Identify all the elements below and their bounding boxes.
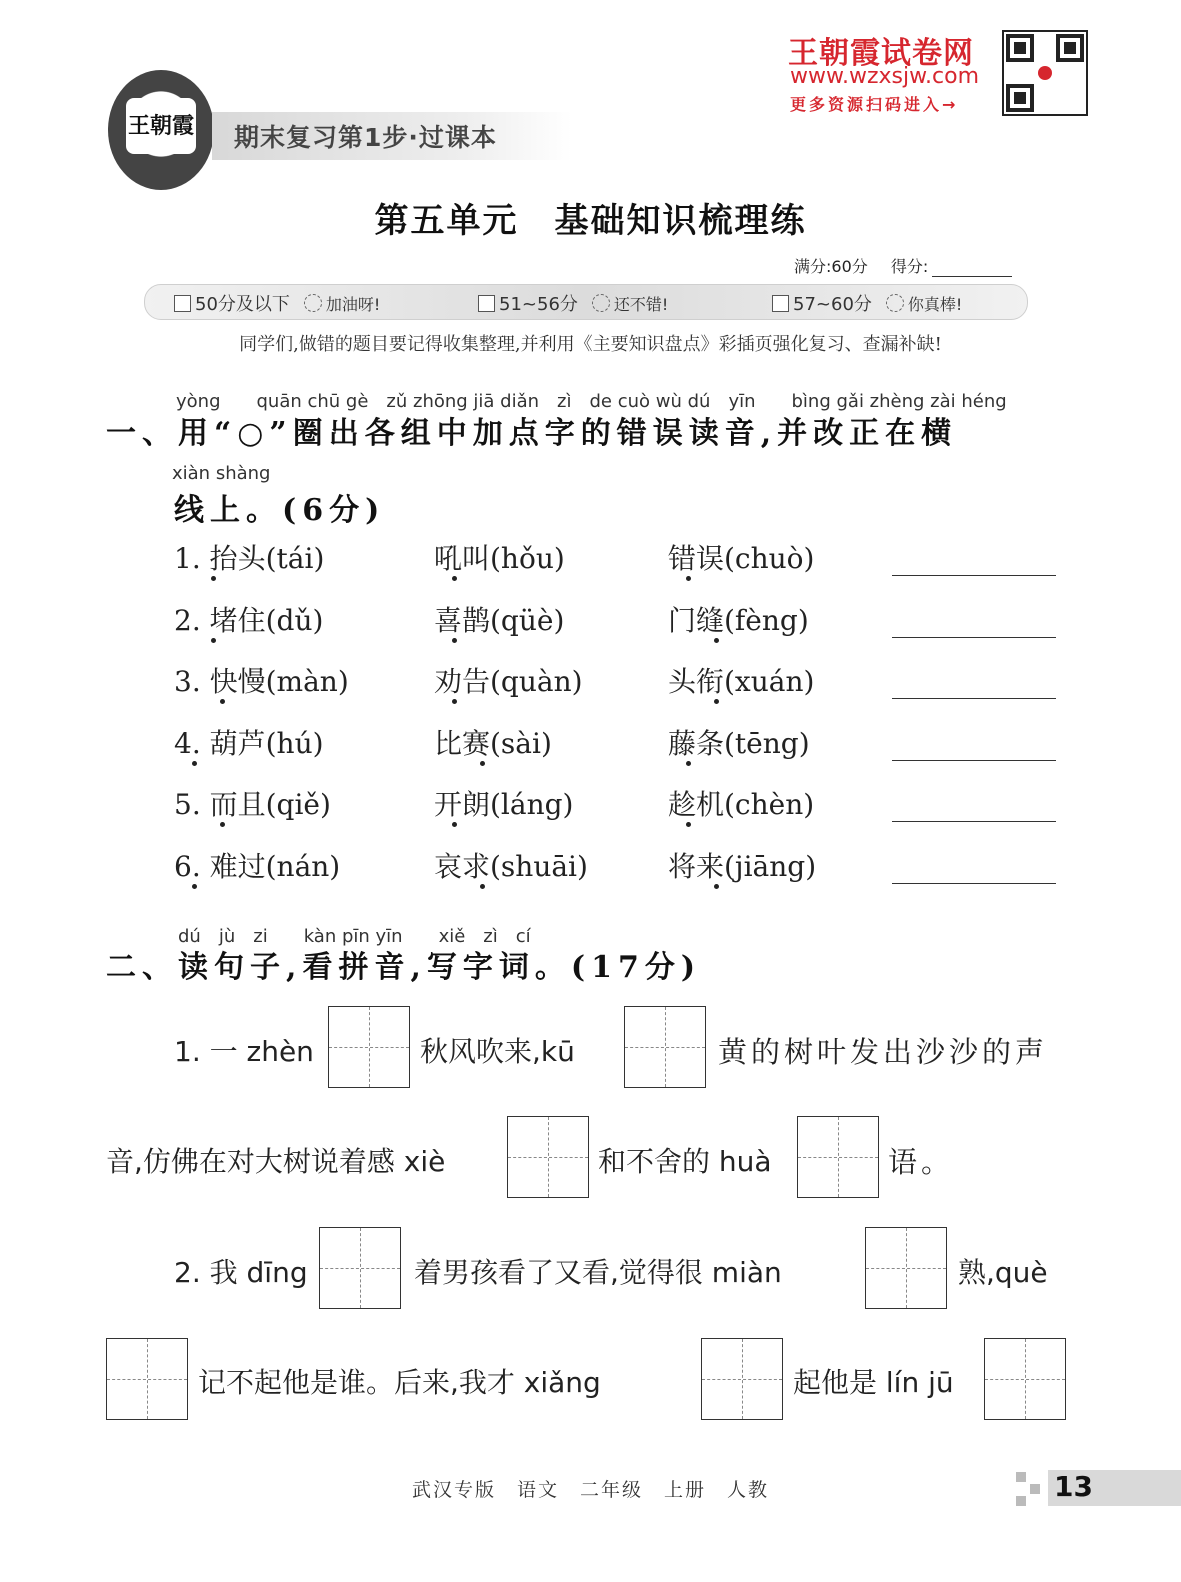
emphasis-dot [686, 576, 691, 581]
score-blank[interactable] [932, 276, 1012, 277]
s1-text-e: 和不舍的 huà [598, 1145, 772, 1178]
reading-item[interactable]: 劝告(quàn) [434, 665, 583, 698]
reading-item[interactable]: 比赛(sài) [434, 726, 552, 760]
checkbox-icon[interactable] [478, 295, 495, 312]
reading-item[interactable]: 3. 快慢(màn) [174, 665, 349, 698]
page-title: 第五单元 基础知识梳理练 [374, 201, 807, 241]
emphasis-dot [686, 822, 691, 827]
reading-item[interactable]: 喜鹊(qüè) [434, 603, 565, 637]
emphasis-dot [480, 884, 485, 889]
footer-text: 武汉专版 语文 二年级 上册 人教 [412, 1479, 770, 1501]
s1-text-b: 秋风吹来,kū [420, 1035, 575, 1068]
reading-item[interactable]: 2. 堵住(dǔ) [174, 603, 324, 637]
level-item-2[interactable]: 51~56分 还不错! [478, 290, 668, 316]
s1-pinyin-1: yòng quān chū gè zǔ zhōng jiā diǎn zì de cuò wù dú yīn bìng gǎi zhèng zài héng [176, 391, 1007, 412]
face-icon [304, 294, 322, 312]
s2-text-b: 着男孩看了又看,觉得很 miàn [414, 1256, 782, 1289]
s2-text-a: 2. 我 dīng [174, 1256, 308, 1289]
reading-item[interactable]: 1. 抬头(tái) [174, 542, 325, 575]
brand-logo [108, 70, 214, 190]
s1-text-a: 1. 一 zhèn [174, 1035, 314, 1068]
logo-text: 王朝霞 [126, 98, 196, 154]
emphasis-dot [192, 884, 197, 889]
reading-item[interactable]: 藤条(tēng) [668, 726, 810, 760]
writing-box[interactable] [701, 1338, 783, 1420]
s1-text-f: 语。 [888, 1145, 955, 1179]
score-label: 得分: [890, 257, 929, 276]
face-icon [592, 294, 610, 312]
emphasis-dot [220, 699, 225, 704]
page-number: 13 [1054, 1470, 1093, 1503]
checkbox-icon[interactable] [772, 295, 789, 312]
level-item-3[interactable]: 57~60分 你真棒! [772, 290, 962, 316]
s2-text-e: 起他是 lín jū [793, 1366, 954, 1399]
reading-item[interactable]: 吼叫(hǒu) [434, 542, 565, 575]
writing-box[interactable] [507, 1116, 589, 1198]
writing-box[interactable] [106, 1338, 188, 1420]
answer-line[interactable] [892, 637, 1056, 638]
s1-heading-1: 一、用“○”圈出各组中加点字的错误读音,并改正在横 [106, 416, 958, 451]
checkbox-icon[interactable] [174, 295, 191, 312]
brand-name: 王朝霞试卷网 [788, 36, 974, 71]
s1-pinyin-2: xiàn shàng [172, 463, 271, 484]
s2-text-c: 熟,què [958, 1256, 1048, 1289]
answer-line[interactable] [892, 760, 1056, 761]
brand-url[interactable]: www.wzxsjw.com [790, 64, 980, 89]
reading-item[interactable]: 开朗(láng) [434, 788, 574, 821]
writing-box[interactable] [865, 1227, 947, 1309]
writing-box[interactable] [319, 1227, 401, 1309]
emphasis-dot [220, 822, 225, 827]
face-icon [886, 294, 904, 312]
writing-box[interactable] [624, 1006, 706, 1088]
emphasis-dot [192, 761, 197, 766]
level-item-1[interactable]: 50分及以下 加油呀! [174, 290, 380, 316]
score-line [794, 254, 1012, 277]
ribbon-text: 期末复习第1步·过课本 [234, 123, 497, 152]
s2-text-d: 记不起他是谁。后来,我才 xiǎng [198, 1366, 601, 1399]
answer-line[interactable] [892, 698, 1056, 699]
emphasis-dot [452, 822, 457, 827]
qr-code-icon[interactable] [1002, 30, 1088, 116]
emphasis-dot [686, 761, 691, 766]
writing-box[interactable] [797, 1116, 879, 1198]
answer-line[interactable] [892, 575, 1056, 576]
emphasis-dot [714, 638, 719, 643]
reading-item[interactable]: 4. 葫芦(hú) [174, 726, 324, 760]
emphasis-dot [452, 699, 457, 704]
emphasis-dot [452, 576, 457, 581]
answer-line[interactable] [892, 883, 1056, 884]
writing-box[interactable] [328, 1006, 410, 1088]
reading-item[interactable]: 错误(chuò) [668, 542, 815, 575]
reading-item[interactable]: 趁机(chèn) [668, 788, 815, 821]
writing-box[interactable] [984, 1338, 1066, 1420]
reading-item[interactable]: 6. 难过(nán) [174, 849, 341, 883]
emphasis-dot [480, 761, 485, 766]
reading-item[interactable]: 门缝(fèng) [668, 603, 809, 637]
emphasis-dot [211, 576, 216, 581]
s2-pinyin: dú jù zi kàn pīn yīn xiě zì cí [178, 926, 531, 947]
reading-item[interactable]: 5. 而且(qiě) [174, 788, 331, 821]
s1-heading-2: 线上。(6分) [174, 493, 386, 528]
instruction-note: 同学们,做错的题目要记得收集整理,并利用《主要知识盘点》彩插页强化复习、查漏补缺! [239, 334, 942, 355]
s1-text-d: 音,仿佛在对大树说着感 xiè [106, 1145, 446, 1178]
s1-text-c: 黄的树叶发出沙沙的声 [718, 1035, 1049, 1069]
reading-item[interactable]: 将来(jiāng) [668, 849, 817, 883]
emphasis-dot [211, 638, 216, 643]
answer-line[interactable] [892, 821, 1056, 822]
emphasis-dot [714, 699, 719, 704]
emphasis-dot [452, 638, 457, 643]
full-score: 满分:60分 [794, 257, 868, 276]
s2-heading: 二、读句子,看拼音,写字词。(17分) [106, 950, 702, 985]
emphasis-dot [714, 884, 719, 889]
reading-item[interactable]: 头衔(xuán) [668, 665, 815, 698]
reading-item[interactable]: 哀求(shuāi) [434, 849, 588, 883]
brand-sub: 更多资源扫码进入→ [790, 95, 959, 114]
